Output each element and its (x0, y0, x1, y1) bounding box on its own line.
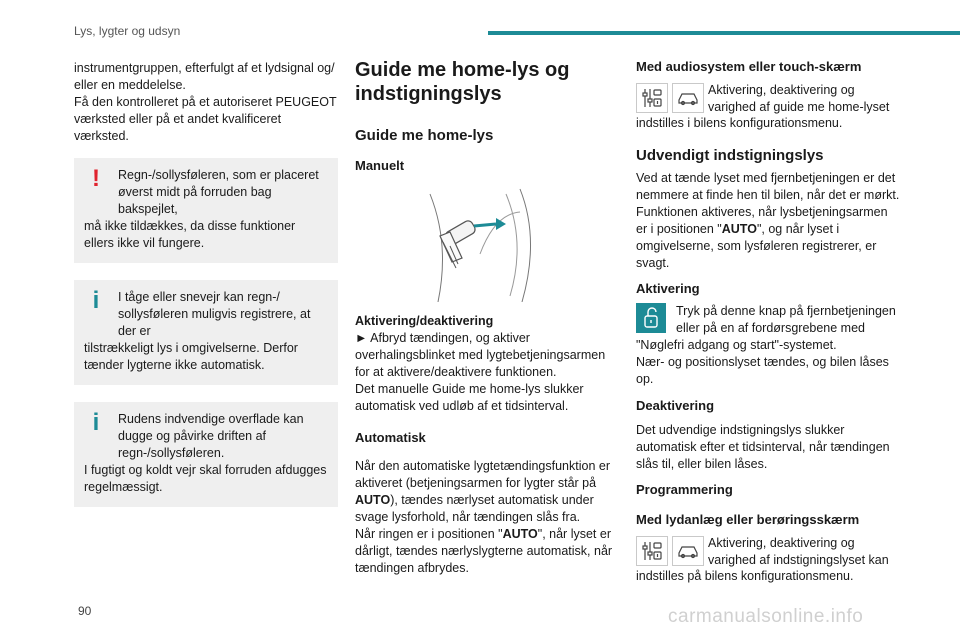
activation-text-rest-2: Nær- og positionslyset tændes, og bilen låses op. (636, 355, 889, 386)
warning-text-rest: må ikke tildækkes, da disse funktioner ellers ikke vil fungere. (84, 219, 296, 250)
header-accent-bar (488, 31, 960, 35)
audio-text-rest: indstilles i bilens konfigurationsmenu. (636, 116, 843, 130)
info-text-rest: tilstrækkeligt lys i omgivelserne. Derfor tænder lygterne ikke automatisk. (84, 341, 298, 372)
auto-text-2: Når ringen er i positionen "AUTO", når lyset er dårligt, tændes nærlyslygterne automatisk, når tændingen afbrydes. (355, 527, 613, 575)
column-right (636, 58, 902, 585)
audio-text-first: Aktivering, deaktivering og varighed af guide me home-lyset (708, 83, 890, 114)
manual-heading: Manuelt (355, 158, 405, 173)
info-note-fog (74, 280, 338, 385)
sound-heading: Med lydanlæg eller berøringsskærm (636, 512, 860, 527)
activation-block (636, 303, 902, 337)
sound-block (636, 536, 902, 569)
unlock-icon (636, 303, 666, 333)
info-note-fogging (74, 402, 338, 507)
intro-text: instrumentgruppen, efterfulgt af et lydsignal og/ eller en meddelelse. (74, 61, 335, 92)
column-left (74, 60, 338, 507)
info-text-first: I tåge eller snevejr kan regn-/ sollysføleren muligvis registrere, at der er (118, 290, 311, 338)
settings-sliders-icon (636, 83, 668, 113)
activation-text: ► Afbryd tændingen, og aktiver overhalingsblinket med lygtebetjeningsarmen for at aktivere/deaktivere funktionen. (355, 331, 606, 379)
info-text-first: Rudens indvendige overflade kan dugge og påvirke driften af regn-/sollysføleren. (118, 412, 304, 460)
deactivation-heading: Deaktivering (636, 398, 715, 413)
watermark: carmanualsonline.info (668, 606, 864, 627)
audio-heading: Med audiosystem eller touch-skærm (636, 59, 862, 74)
deactivation-text: Det udvendige indstigningslys slukker automatisk efter et tidsinterval, når tændingen slås til, eller bilen låses. (636, 423, 890, 471)
intro-text-2: Få den kontrolleret på et autoriseret PEUGEOT værksted eller på et andet kvalificeret værksted. (74, 95, 337, 143)
activation-text-first: Tryk på denne knap på fjernbetjeningen eller på en af fordørsgrebene med (676, 304, 896, 335)
programming-heading: Programmering (636, 482, 733, 497)
activation-text-rest: "Nøglefri adgang og start"-systemet. (636, 338, 837, 352)
warning-text-first: Regn-/sollysføleren, som er placeret øverst midt på forruden bag bakspejlet, (118, 168, 319, 216)
exterior-lighting-heading: Udvendigt indstigningslys (636, 147, 824, 164)
header-title: Lys, lygter og udsyn (74, 24, 181, 38)
info-icon: i (92, 287, 100, 314)
car-icon (672, 536, 704, 566)
settings-sliders-icon (636, 536, 668, 566)
page-number: 90 (78, 604, 92, 618)
subsection-title: Guide me home-lys (355, 127, 494, 144)
activation-text-2: Det manuelle Guide me home-lys slukker automatisk ved udløb af et tidsinterval. (355, 382, 584, 413)
column-middle (355, 58, 621, 577)
section-title: Guide me home-lys og indstigningslys (355, 59, 570, 105)
exterior-lighting-text: Ved at tænde lyset med fjernbetjeningen er det nemmere at finde hen til bilen, når det er mørkt. Funktionen aktiveres, når lysbetjeningsarmen er i positionen "AUTO", og når lyset i omgivelserne, som lysføleren registrerer, er svagt. (636, 171, 900, 270)
auto-text-1: Når den automatiske lygtetændingsfunktion er aktiveret (betjeningsarmen for lygter står på AUTO), tændes nærlyset automatisk under svage lysforhold, når tændingen slås fra. (355, 459, 611, 524)
sound-text-first: Aktivering, deaktivering og varighed af indstigningslyset kan (708, 536, 889, 567)
steering-stalk-illustration (410, 184, 540, 302)
info-text-rest: I fugtigt og koldt vejr skal forruden afdugges regelmæssigt. (84, 463, 327, 494)
warning-note (74, 158, 338, 263)
warning-icon: ! (92, 165, 100, 192)
sound-text-rest: indstilles på bilens konfigurationsmenu. (636, 569, 854, 583)
audio-block (636, 83, 902, 116)
auto-heading: Automatisk (355, 430, 426, 445)
car-icon (672, 83, 704, 113)
activation-heading: Aktivering/deaktivering (355, 314, 494, 328)
info-icon: i (92, 409, 100, 436)
activation-heading: Aktivering (636, 281, 700, 296)
